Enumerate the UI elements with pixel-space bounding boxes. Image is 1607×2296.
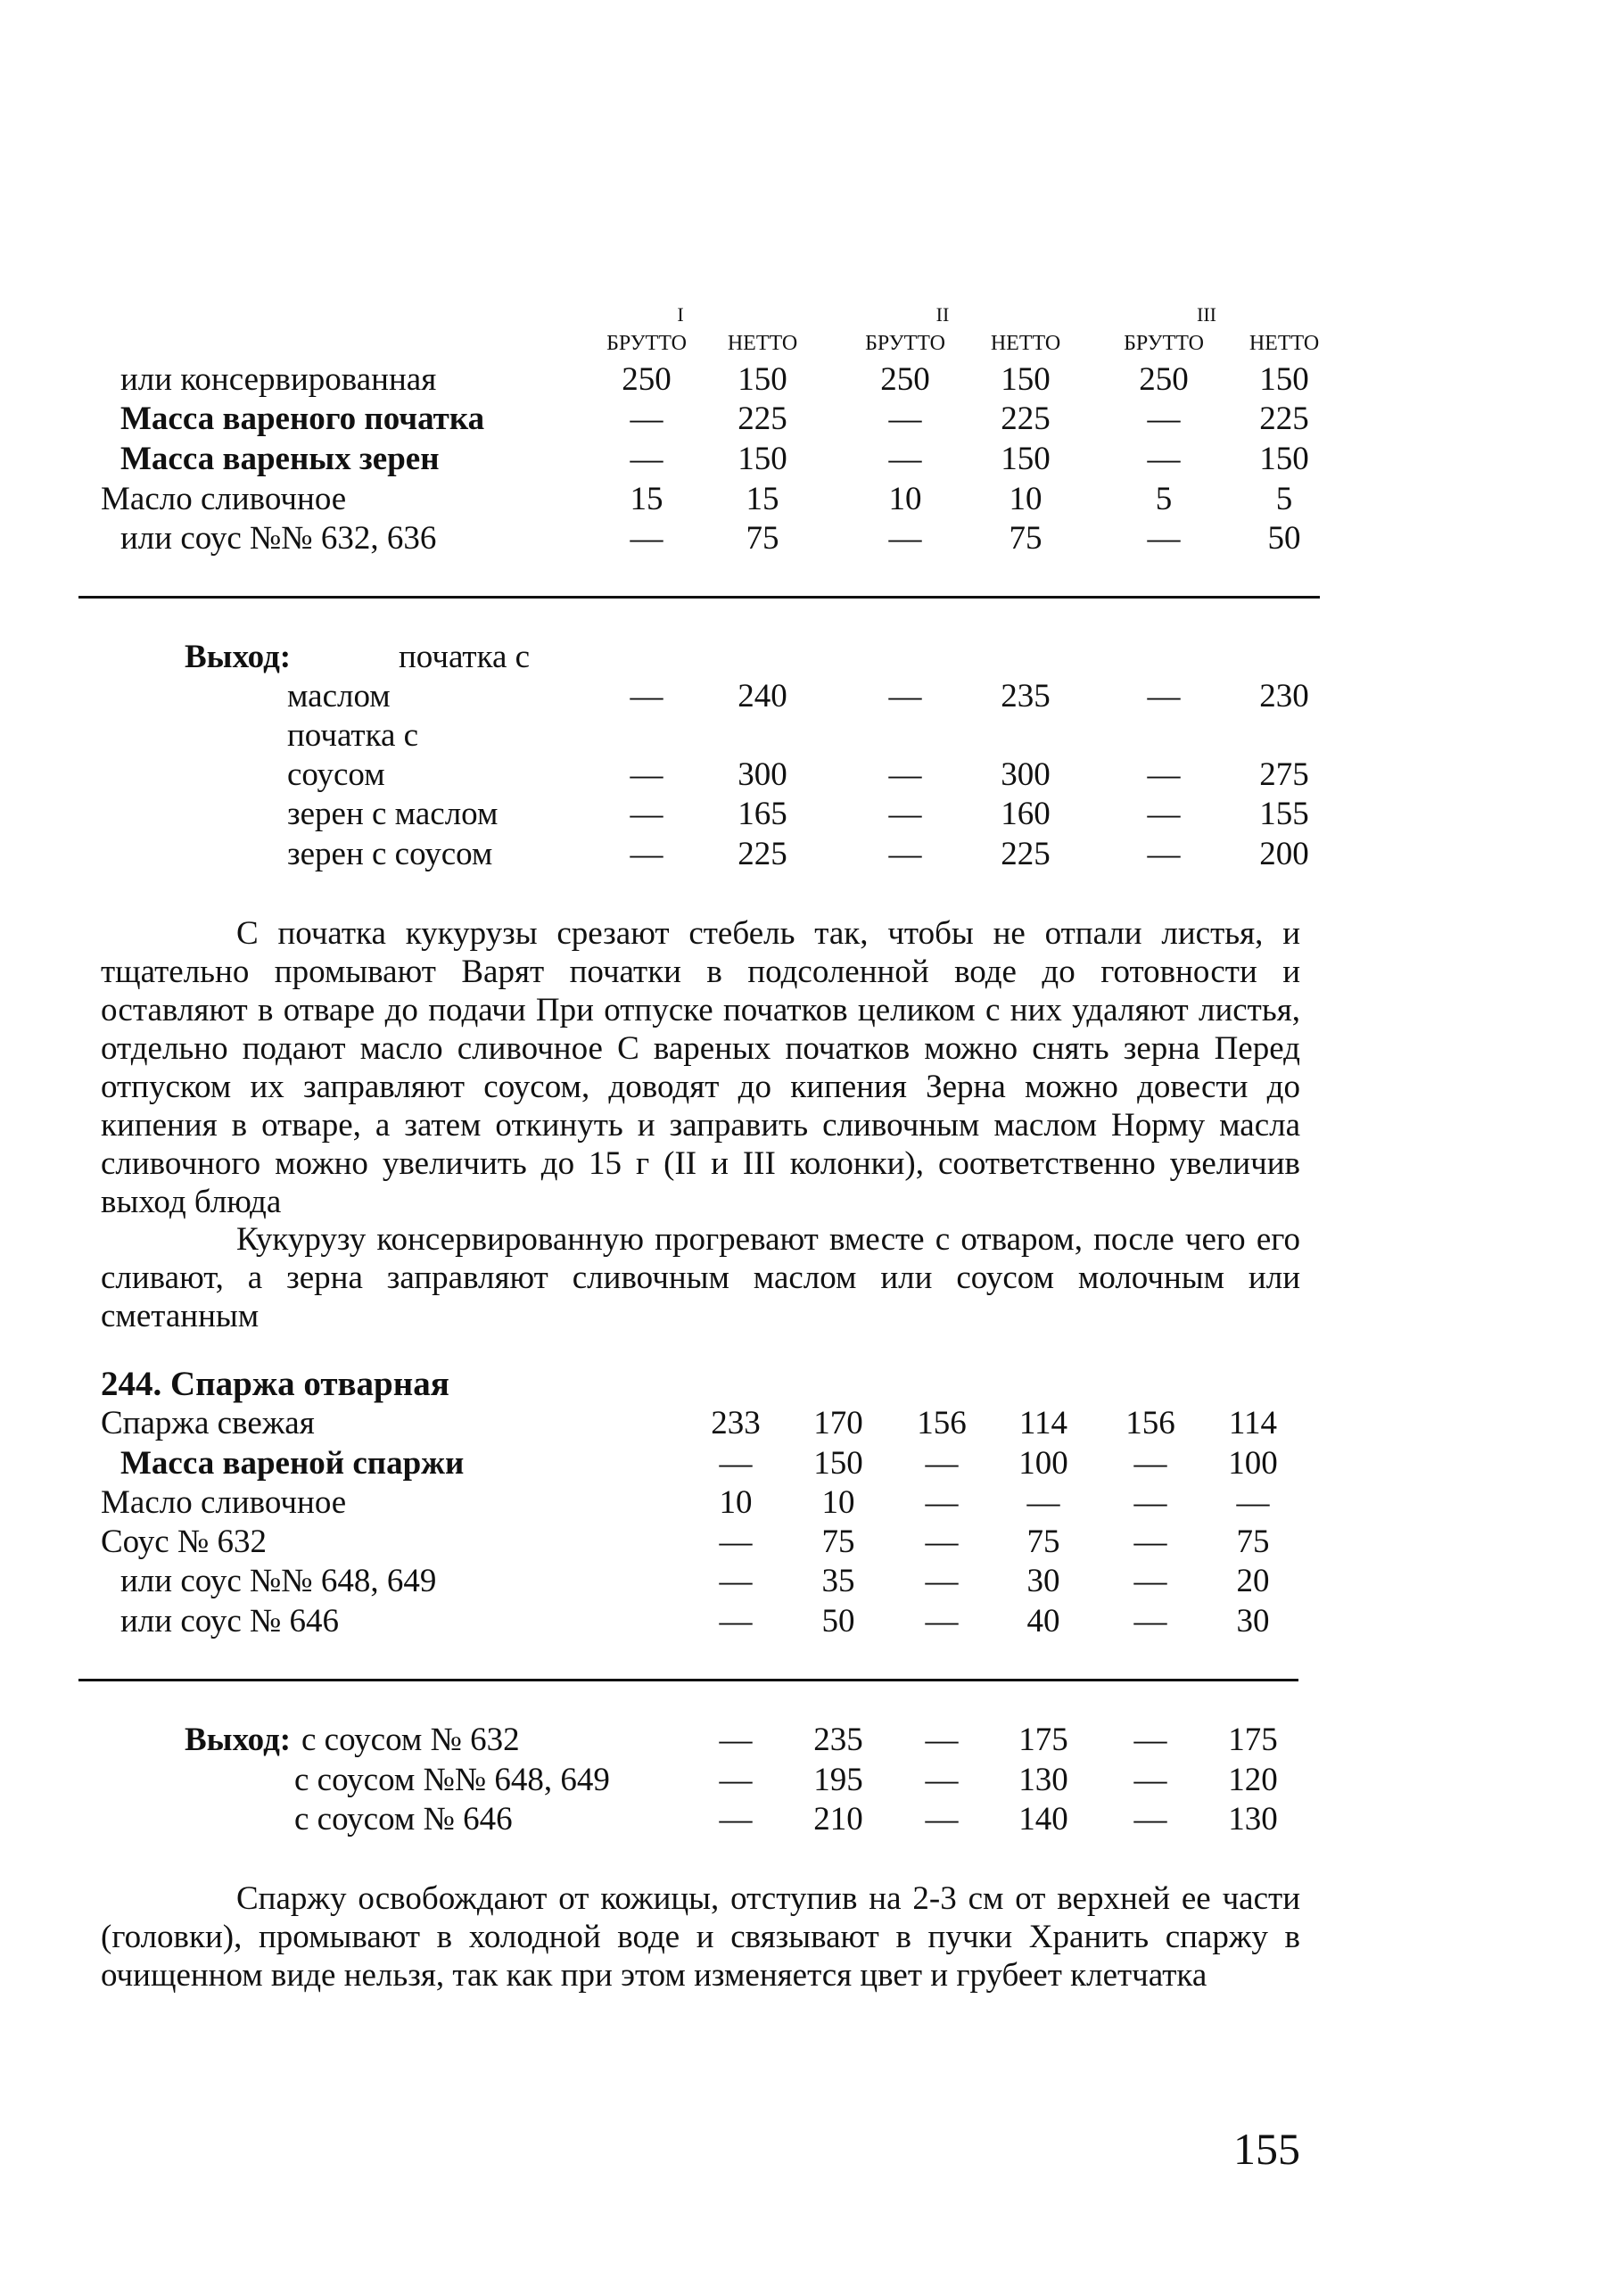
table-cell: 114: [1228, 1405, 1278, 1441]
table-cell: 170: [813, 1405, 863, 1441]
yield-row-label: маслом: [287, 678, 391, 714]
table-cell: 120: [1228, 1762, 1278, 1798]
table-cell: —: [888, 796, 922, 832]
table-cell: 150: [1259, 441, 1309, 477]
row-label: Масса вареной спаржи: [120, 1445, 465, 1482]
table-cell: —: [1147, 756, 1181, 793]
table-cell: —: [888, 756, 922, 793]
table-cell: —: [630, 836, 663, 872]
row-label: Масло сливочное: [101, 481, 347, 517]
table-cell: 175: [1228, 1722, 1278, 1758]
table-cell: 5: [1275, 481, 1293, 517]
paragraph: [101, 1220, 1300, 1335]
table-cell: 75: [1026, 1524, 1060, 1560]
table-cell: 240: [738, 678, 787, 714]
yield-row-label: с соусом № 646: [294, 1801, 513, 1838]
table-cell: 40: [1026, 1603, 1060, 1639]
table-cell: —: [719, 1445, 753, 1482]
table-cell: —: [1147, 796, 1181, 832]
paragraph-text: С початка кукурузы срезают стебель так, чтобы не отпали листья, и тщательно промывают Варят початки в подсоленной воде до готовности и оставляют в отваре до подачи При отпуске початков целиком с них удаляют листья, отдельно подают масло сливочное С вареных початков можно снять зерна Перед отпуском их заправляют соусом, доводят до кипения Зерна можно довести до кипения в отваре, а затем откинуть и заправить сливочным маслом Норму масла сливочного можно увеличить до 15 г (II и III колонки), соответственно увеличив выход блюда: [101, 915, 1300, 1220]
yield-row-label: зерен с соусом: [287, 836, 493, 872]
paragraph: [101, 914, 1300, 1221]
paragraph-text: Спаржу освобождают от кожицы, отступив на 2-3 см от верхней ее части (головки), промывают в холодной воде и связывают в пучки Хранить спаржу в очищенном виде нельзя, так как при этом изменяется цвет и грубеет клетчатка: [101, 1880, 1300, 1994]
table-cell: 225: [738, 836, 787, 872]
yield-label: Выход:: [185, 639, 292, 675]
table-cell: 30: [1236, 1603, 1270, 1639]
table-cell: 275: [1259, 756, 1309, 793]
row-label: Спаржа свежая: [101, 1405, 315, 1441]
table-cell: —: [1133, 1762, 1167, 1798]
table-cell: 155: [1259, 796, 1309, 832]
column-group-3: III: [1197, 303, 1216, 326]
yield-label: Выход:: [185, 1722, 292, 1758]
table-cell: —: [925, 1445, 959, 1482]
column-header: НЕТТО: [1249, 332, 1320, 355]
column-group-2: II: [935, 303, 950, 326]
table-cell: —: [719, 1801, 753, 1838]
table-cell: —: [925, 1722, 959, 1758]
column-header: БРУТТО: [865, 332, 945, 355]
table-cell: 156: [1125, 1405, 1175, 1441]
row-label: Масса вареного початка: [120, 401, 485, 437]
table-cell: —: [888, 401, 922, 437]
yield-row-label: початка с: [399, 639, 531, 675]
table-cell: 150: [738, 361, 787, 398]
row-label: или соус № 646: [120, 1603, 340, 1639]
recipe-title: 244. Спаржа отварная: [101, 1365, 449, 1403]
row-label: или соус №№ 648, 649: [120, 1563, 437, 1599]
table-cell: —: [888, 520, 922, 557]
table-cell: 20: [1236, 1563, 1270, 1599]
table-cell: —: [1133, 1563, 1167, 1599]
table-cell: —: [1133, 1722, 1167, 1758]
divider: [78, 596, 1320, 599]
table-cell: 15: [746, 481, 779, 517]
row-label: или соус №№ 632, 636: [120, 520, 437, 557]
table-cell: 300: [1001, 756, 1051, 793]
table-cell: 225: [738, 401, 787, 437]
table-cell: —: [719, 1603, 753, 1639]
table-cell: 114: [1018, 1405, 1068, 1441]
table-cell: 200: [1259, 836, 1309, 872]
table-cell: 100: [1018, 1445, 1068, 1482]
table-cell: 5: [1155, 481, 1173, 517]
yield-row-label: зерен с маслом: [287, 796, 499, 832]
table-cell: —: [1147, 678, 1181, 714]
yield-row-label: с соусом №№ 648, 649: [294, 1762, 610, 1798]
table-cell: 75: [746, 520, 779, 557]
table-cell: 150: [1259, 361, 1309, 398]
table-cell: 75: [1009, 520, 1042, 557]
table-cell: 225: [1001, 401, 1051, 437]
table-cell: —: [888, 678, 922, 714]
table-cell: 156: [917, 1405, 967, 1441]
table-cell: 250: [622, 361, 672, 398]
column-header: НЕТТО: [990, 332, 1061, 355]
table-cell: —: [719, 1722, 753, 1758]
table-cell: 130: [1228, 1801, 1278, 1838]
table-cell: —: [630, 441, 663, 477]
table-cell: 75: [821, 1524, 855, 1560]
table-cell: 10: [1009, 481, 1042, 517]
column-header: БРУТТО: [606, 332, 687, 355]
table-cell: —: [1147, 836, 1181, 872]
table-cell: —: [1133, 1484, 1167, 1521]
page-number: 155: [1233, 2124, 1300, 2174]
table-cell: —: [1147, 520, 1181, 557]
row-label: Масса вареных зерен: [120, 441, 440, 477]
table-cell: —: [1133, 1524, 1167, 1560]
table-cell: —: [925, 1524, 959, 1560]
table-cell: 225: [1259, 401, 1309, 437]
table-cell: —: [1026, 1484, 1060, 1521]
column-header: БРУТТО: [1124, 332, 1204, 355]
table-cell: 233: [711, 1405, 761, 1441]
table-cell: 225: [1001, 836, 1051, 872]
table-cell: 150: [1001, 361, 1051, 398]
yield-row-label: соусом: [287, 756, 385, 793]
table-cell: 10: [821, 1484, 855, 1521]
yield-row-label: с соусом № 632: [301, 1722, 520, 1758]
table-cell: 195: [813, 1762, 863, 1798]
row-label: или консервированная: [120, 361, 437, 398]
table-cell: 300: [738, 756, 787, 793]
table-cell: 150: [738, 441, 787, 477]
table-cell: 160: [1001, 796, 1051, 832]
table-cell: —: [1133, 1801, 1167, 1838]
table-cell: —: [925, 1563, 959, 1599]
table-cell: 10: [888, 481, 922, 517]
table-cell: —: [1133, 1445, 1167, 1482]
row-label: Масло сливочное: [101, 1484, 347, 1521]
table-cell: 150: [1001, 441, 1051, 477]
table-cell: —: [630, 520, 663, 557]
table-cell: —: [719, 1563, 753, 1599]
table-cell: —: [630, 401, 663, 437]
table-cell: 140: [1018, 1801, 1068, 1838]
divider: [78, 1679, 1298, 1681]
table-cell: 250: [1139, 361, 1189, 398]
table-cell: 35: [821, 1563, 855, 1599]
table-cell: 175: [1018, 1722, 1068, 1758]
paragraph: [101, 1879, 1300, 1995]
table-cell: 100: [1228, 1445, 1278, 1482]
table-cell: —: [925, 1762, 959, 1798]
table-cell: 165: [738, 796, 787, 832]
table-cell: 235: [1001, 678, 1051, 714]
table-cell: 235: [813, 1722, 863, 1758]
table-cell: —: [1133, 1603, 1167, 1639]
table-cell: —: [925, 1484, 959, 1521]
table-cell: —: [630, 796, 663, 832]
table-cell: —: [630, 756, 663, 793]
table-cell: —: [630, 678, 663, 714]
column-header: НЕТТО: [727, 332, 798, 355]
table-cell: —: [888, 836, 922, 872]
row-label: Соус № 632: [101, 1524, 267, 1560]
paragraph-text: Кукурузу консервированную прогревают вместе с отваром, после чего его сливают, а зерна заправляют сливочным маслом или соусом молочным или сметанным: [101, 1221, 1300, 1334]
table-cell: 50: [821, 1603, 855, 1639]
table-cell: 75: [1236, 1524, 1270, 1560]
yield-row-label: початка с: [287, 717, 419, 754]
table-cell: 230: [1259, 678, 1309, 714]
table-cell: —: [719, 1524, 753, 1560]
table-cell: 10: [719, 1484, 753, 1521]
table-cell: —: [1236, 1484, 1270, 1521]
table-cell: 250: [880, 361, 930, 398]
table-cell: 130: [1018, 1762, 1068, 1798]
table-cell: 15: [630, 481, 663, 517]
table-cell: —: [925, 1603, 959, 1639]
table-cell: —: [925, 1801, 959, 1838]
table-cell: 210: [813, 1801, 863, 1838]
column-group-1: I: [677, 303, 684, 326]
table-cell: —: [1147, 441, 1181, 477]
table-cell: 50: [1267, 520, 1301, 557]
table-cell: 150: [813, 1445, 863, 1482]
table-cell: 30: [1026, 1563, 1060, 1599]
table-cell: —: [888, 441, 922, 477]
table-cell: —: [1147, 401, 1181, 437]
table-cell: —: [719, 1762, 753, 1798]
